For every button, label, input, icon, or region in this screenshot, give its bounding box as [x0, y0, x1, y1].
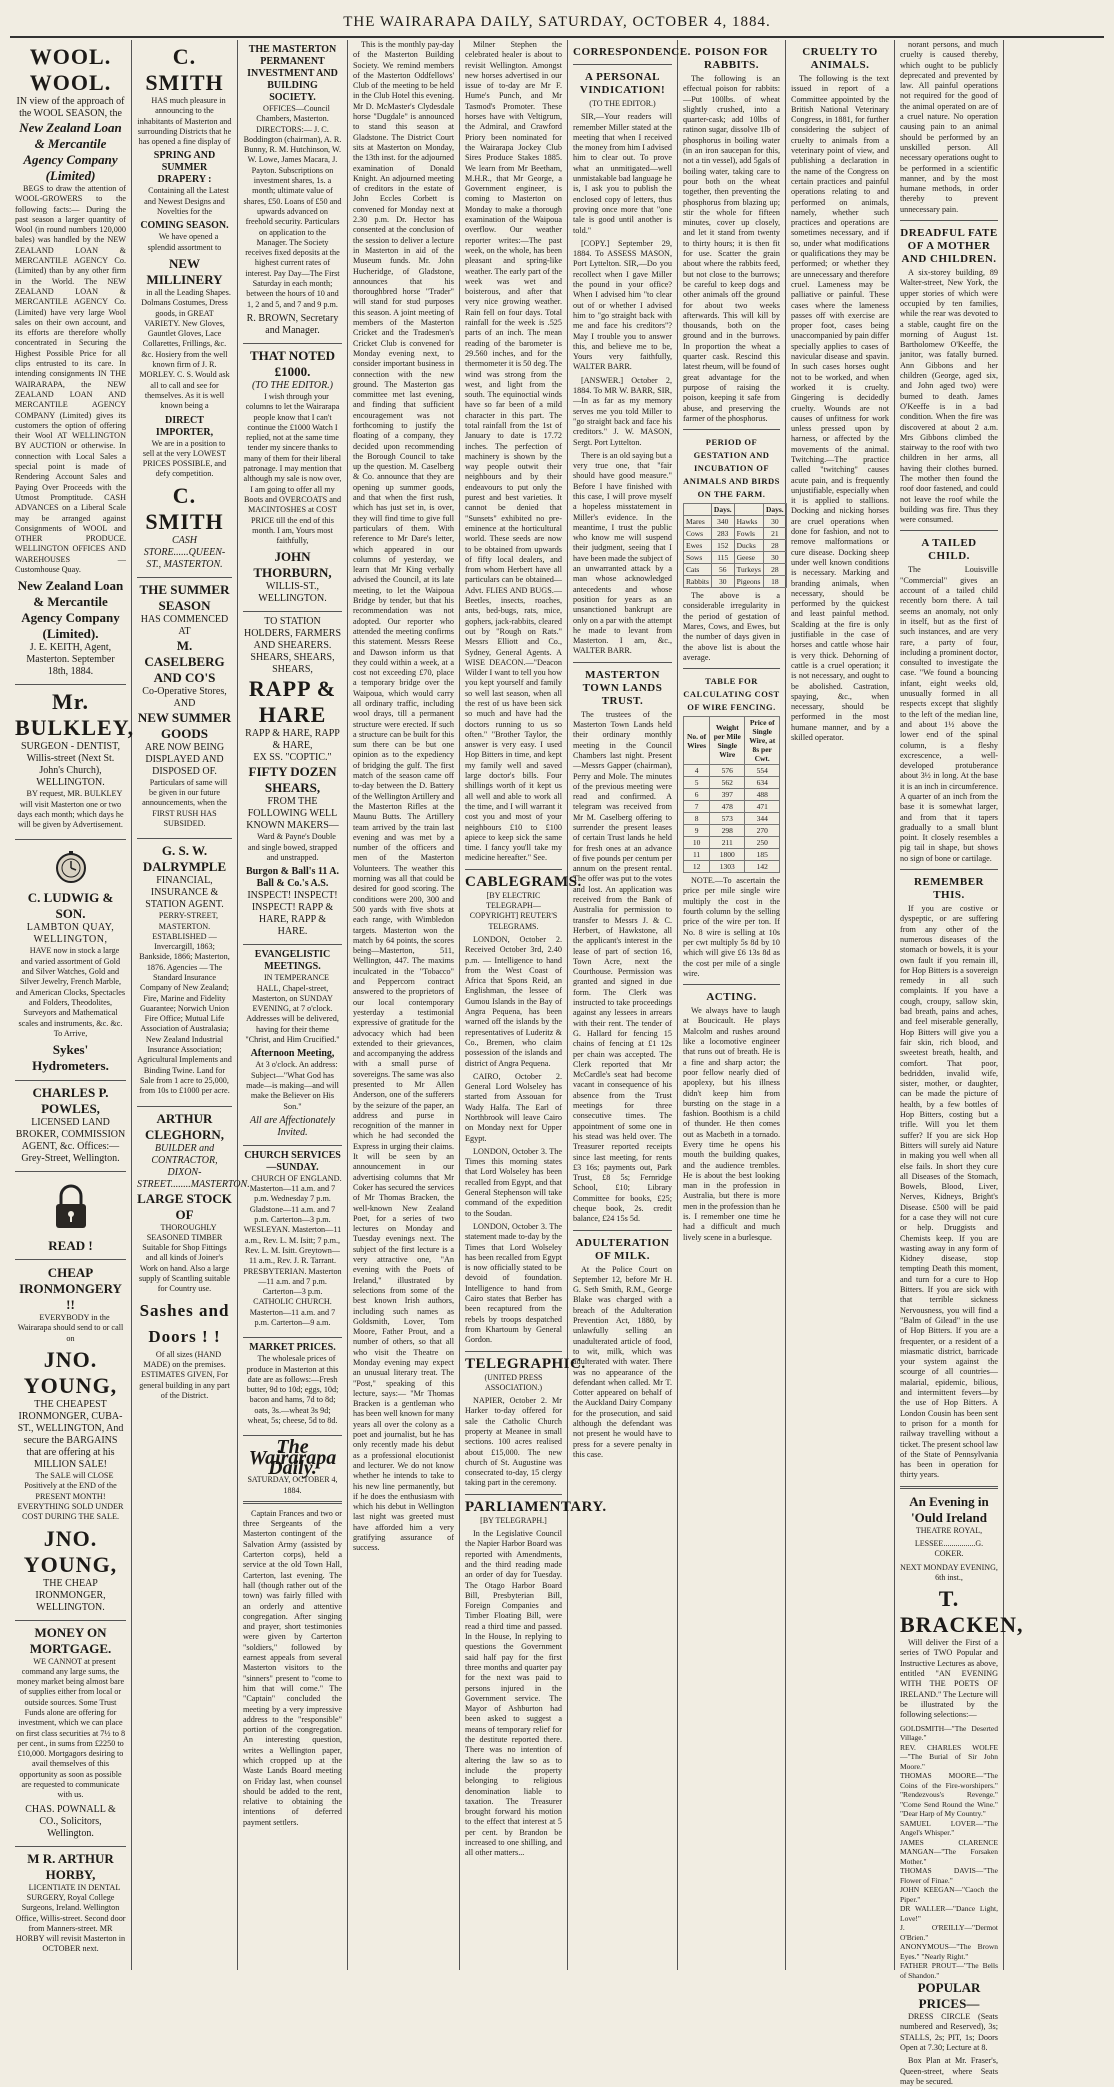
- wire-cell: 7: [684, 801, 710, 813]
- program-list: [900, 1724, 998, 1981]
- dalrymple-body: PERRY-STREET, MASTERTON. ESTABLISHED — Invercargill, 1863; Bankside, 1866; Masterton, 1876. Agencies — The Standard Insurance Company of New Zealand; Fire, Marine and Fidelity Guarantee; Norwich Union Fire Office; Mutual Life Association of Australasia; New Zealand Industrial Insurance Association; Agricultural Implements and Binding Twine. Land for Sale from 1 acre to 25,000, from 10s to £1000 per acre.: [137, 911, 232, 1096]
- young-subtitle: THE CHEAPEST IRONMONGER, CUBA-ST., WELLINGTON, And secure the BARGAINS that are offering at his MILLION SALE!: [17, 1399, 124, 1471]
- shears-row: SHEARS, SHEARS, SHEARS,: [250, 652, 335, 676]
- remember-title: REMEMBER THIS.: [914, 876, 984, 902]
- gestation-cell: 28: [763, 540, 786, 552]
- hornby-body: LICENTIATE IN DENTAL SURGERY, Royal College Surgeons, Ireland. Wellington Office, Willis-street. Second door from Manners-street. MR HORBY will revisit Masterton in OCTOBER next.: [15, 1882, 126, 1954]
- agency-name: New Zealand Loan & Mercantile Agency Company (Limited): [19, 120, 122, 183]
- masthead: THE WAIRARAPA DAILY, SATURDAY, OCTOBER 4, 1884.: [343, 14, 771, 30]
- columns: [10, 40, 1104, 2086]
- wire-header-cell: No. of Wires: [684, 717, 710, 765]
- vindication-copy: [COPY.] September 29, 1884. To ASSESS MASON, Port Lyttelton. SIR,—Do you recollect when I gave Miller the pound in your office? When I advised him "to clear out of or whether I advised him to "go straight back with me and face his creditors"? May I trouble you to answer this, and believe me to be, Yours very faithfully, WALTER BARR.: [573, 238, 672, 372]
- gestation-row: [684, 540, 787, 552]
- gestation-cell: Ducks: [734, 540, 763, 552]
- padlock-icon: [51, 1182, 91, 1232]
- summer-body: HAS COMMENCED AT: [140, 613, 229, 637]
- local-news-body-2: Milner Stephen the celebrated healer is about to revisit Wellington. Amongst new horses advertised in our issue of to-day are Mr F. Hume's Punch, and Mr Tasmod's Promoter. These horses have with Veltigrum, the Admiral, and Crawford Priory been nominated for the Wairarapa Jockey Club Sires Produce Stakes 1885. We learn from Mr Beetham, M.H.R., that Mr George, a Government engineer, is coming to Masterton on Monday to make a thorough examination of the Waipoua overflow. Our weather reporter writes:—The past week, on the whole, has been pleasant and spring-like weather. The early part of the week was wet and boisterous, and after that very nice growing weather. Rain fell on four days. Total rainfall for the week is .525 parts of an inch. The mean reading of the barometer is 29.560 inches, and for the thermometer it is 50 deg. The wind was strong from the west, and light from the south. The equinoctial winds have so far been of a mild character in this part. The total rainfall from the 1st of January to date is 17.72 inches. The perfection of machinery is shown by the way people outwit their neighbours and by their endeavours to put only the purest and best varieties. It cannot be denied that "Sunsets" exhibited no pre-eminence at the horticultural world. These seeds are now to be obtained from upwards of fifty local dealers, and from whom Herbert have all particulars can be obtained—Advt. FLIES AND BUGS.—Beetles, insects, roaches, ants, bed-bugs, rats, mice, gophers, jack-rabbits, cleared out by "Rough on Rats." Messrs Elliott and Co., Sydney, General Agents. A WISE DEACON.—"Deacon Wilder I want to tell you how you kept yourself and family so well last season, when all the rest of us have been sick so much and have had the doctors running to us so often." "Brother Taylor, the answer is very easy. I used Hop Bitters in time, and kept my family well and saved large doctor's bills. Four shillings worth of it kept us all well and able to work all the time, and I will warrant it cost you and most of your neighbours £10 to £100 apiece to keep sick the same time. I fancy you'll take my medicine hereafter." See.: [465, 40, 562, 863]
- wire-cell: 10: [684, 837, 710, 849]
- divider: [573, 64, 672, 65]
- wire-row: [684, 849, 780, 861]
- cleghorn-title: ARTHUR CLEGHORN,: [144, 1110, 225, 1142]
- dalrymple-subtitle: FINANCIAL, INSURANCE & STATION AGENT.: [145, 875, 224, 911]
- smith-store: CASH STORE......QUEEN-ST., MASTERTON.: [143, 534, 226, 570]
- thousand-advert: [243, 344, 342, 612]
- bulkley-title: Mr. BULKLEY,: [15, 689, 135, 741]
- bulkley-body: BY request, MR. BULKLEY will visit Masterton one or two days each month; which days he will be given by Advertisement.: [17, 789, 124, 830]
- wire-cell: 11: [684, 849, 710, 861]
- gestation-cell: Sows: [684, 552, 712, 564]
- theatre: THEATRE ROYAL,: [915, 1525, 983, 1535]
- permanent-advert: [243, 40, 342, 344]
- money-body: WE CANNOT at present command any large sums, the money market being almost bare of supplies either from local or outside sources. Some Trust Funds alone are offering for investment, which we can place on first class securities at 7½ to 8 per cent., in sums from £2250 to £10,000. Mortgagors desiring to avail themselves of this opportunity as soon as possible are requested to communicate with us.: [15, 1656, 126, 1800]
- wire-table-header: [684, 717, 780, 765]
- gestation-cell: Ewes: [684, 540, 712, 552]
- divider: [465, 869, 562, 870]
- wire-cell: 270: [745, 825, 780, 837]
- afternoon-body: At 3 o'clock. An address: Subject—"What God has made—is making—and will make the Believer on His Son.": [246, 1060, 339, 1111]
- divider: [15, 1259, 126, 1260]
- vindication-title: A PERSONAL VINDICATION!: [579, 71, 666, 96]
- evening-title: An Evening in 'Ould Ireland: [909, 1493, 989, 1525]
- column-1: [10, 40, 135, 1970]
- smith-millinery: NEW MILLINERY: [146, 255, 223, 287]
- cleghorn-subtitle: BUILDER and CONTRACTOR, DIXON-STREET........MASTERTON.: [137, 1142, 250, 1190]
- poison-body: The following is an effectual poison for rabbits:—Put 100lbs. of wheat slightly crushed, into a quarter-cask; add 10lbs of ratinon sugar, dissolve 1lb of phosphorus in boiling water (in an iron saucepan for this, not a tin vessel), add 5gals of boiling water, taking care to pour both on the wheat together, then preventing the phosphorus from blazing up; stir the whole for fifteen minutes, cover up closely, and let it stand from twenty to thirty hours; it is then fit for use. Scatter the grain about where the rabbits feed, but not close to the burrows; be careful to keep dogs and other animals off the ground for about two weeks afterwards. This will kill by thousands, both on the ground and in the burrows. In proportion the wheat a quarter cask. Rescind this latest rheum, will be found of great advantage for the purpose of raising the poison, keeping it safe from abuse, and preserving the farmer of the phosphorus.: [683, 74, 780, 423]
- smith-price: We are in a position to sell at the very LOWEST PRICES POSSIBLE, and defy competition.: [142, 438, 227, 479]
- gestation-row: [684, 552, 787, 564]
- wire-cell: 8: [684, 813, 710, 825]
- invited: All are Affectionately Invited.: [250, 1114, 335, 1138]
- wire-row: [684, 861, 780, 873]
- gestation-header-animal: [684, 504, 712, 516]
- money-advert: [15, 1621, 126, 1847]
- child-body: The Louisville "Commercial" gives an account of a tailed child recently born there. A tail seems an anomaly, not only in itself, but as the first of such instances, and are very rare, a party of four, including a prominent doctor, consulted to investigate the case. "We found a bouncing infant, eight weeks old, unusually formed in all respects except that slightly to the left of the median line, and about 1½ above the lower end of the spinal column, is a fleshy excrescence, a well-developed protuberance about 3½ in long. At the base it is an inch in circumference. A quarter of an inch from the base it is somewhat larger, and from that it tapers gradually to a small blunt point. It closely resembles a pig tail in shape, but shows no sign of bone or cartilage.: [900, 565, 998, 863]
- gestation-cell: Turkeys: [734, 564, 763, 576]
- correspondence-title: CORRESPONDENCE.: [573, 46, 691, 58]
- wire-row: [684, 777, 780, 789]
- wire-cell: 562: [710, 777, 745, 789]
- cable-2: CAIRO, October 2. General Lord Wolseley has started from Assouan for Wady Halfa. The Earl of Northbrook will leave Cairo on Monday next for Upper Egypt.: [465, 1071, 562, 1143]
- station-title: TO STATION HOLDERS, FARMERS AND SHEARERS.: [243, 616, 342, 652]
- adulteration-title: ADULTERATION OF MILK.: [575, 1236, 670, 1262]
- ludwig-body: HAVE now in stock a large and varied assortment of Gold and Silver Watches, Gold and Silver Jewelry, French Marble, and American Clocks, Spectacles and Folders, Theodolites, Surveyors and Mathematical scales and instruments, &c. &c. To Arrive,: [15, 946, 126, 1038]
- lessee: LESSEE................G. COKER.: [914, 1539, 984, 1559]
- remember-body: If you are costive or dyspeptic, or are suffering from any other of the numerous diseases of the stomach or bowels, it is your own fault if you remain ill, for Hop Bitters is a sovereign remedy in all such complaints. If you have a cough, croupy, sallow skin, bad breath, pains and aches, and feel miserable generally, Hop Bitters will give you a fair skin, rich blood, and sweetest breath, health, and comfort. That poor, bedridden, invalid wife, sister, mother, or daughter, can be made the picture of health, by a few bottles of Hop Bitters, costing but a trifle. Will you let them suffer? If you are sick Hop Bitters will surely aid Nature in making you well when all else fails. In short they cure all Diseases of the Stomach, Bowels, Blood, Liver, Nerves, Kidneys, Bright's Disease. £500 will be paid for a case they will not cure or help. Druggists and Chemists keep. If you are wasting away in any form of Kidney disease, stop tempting Death this moment, and turn for a cure to Hop Bitters. If you are sick with that terrible sickness Nervousness, you will find a "Balm of Gilead" in the use of Hop Bitters. If you are a frequenter, or a resident of a miasmatic district, barricade your system against the scourge of all countries—malarial, epidemic, bilious, and intermittent fevers—by the use of Hop Bitters. A London Cousin has been sent to prison for a month for railway travelling without a ticket. The present school law of the State of Pennsylvania has been in operation for thirty years.: [900, 904, 998, 1480]
- wire-row: [684, 837, 780, 849]
- local-news-body: This is the monthly pay-day of the Masterton Building Society. We remind members of the Masterton Oddfellows' Club of the meeting to be held in the Club Hotel this evening. Mr D. McMaster's Clydesdale horse "Dugdale" is announced to stand this season at Gladstone. The District Court sits at Masterton on Monday, the 13th inst. for the adjourned examination of Donald Knight. An adjourned meeting of creditors in the estate of John Eccles Corbett is convened for Monday next at 2.30 p.m. Dr. Hector has consented at the conclusion of the session to deliver a lecture in Masterton in aid of the Museum funds. Mr. John Hucheridge, of Gladstone, announces that his thoroughbred horse "Trader" will stand for stud purposes this season. A joint meeting of members of the Masterton Cricket and the Tradesmen's Cricket Club is convened for Monday evening next, to consider important business in connection with the new ground. The Masterton gas committee met last evening, and finding that sufficient encouragement was not forthcoming to justify the floating of a company, they decided upon recommending the Borough Council to take up the question. M. Caselberg & Co. announce that they are opening up summer goods, and that when the first rush, which has just set in, is over, they will find time to give full particulars of them. With reference to Mr Dare's letter, which appeared in our columns of yesterday, we learn that Mr King verbally advised the Council, at its late meeting, to let the Waipoua Bridge by tender, but that his recommendation was not adopted. Our reporter who attended the meeting confirms this statement. Messrs Reese and Dawson inform us that they could within a week, at a cost not exceeding £70, place a temporary bridge over the Waipoua, which would carry all ordinary traffic, including wool drays, till a permanent structure were erected. If such a structure can be built for this sum there can be but one opinion as to the expediency of bridging the gulf. The first match of the season came off to-day between the D. Battery of the Wellington Artillery and the Masterton Rifles at the Maunu Butts. The Artillery team arrived by the train last evening and was met by a number of the officers and men of the Masterton Volunteers. The weather this morning was all that could be desired for good scoring. The conditions were 200, 300 and 500 yards with five shots at each range, with Wimbledon targets. Masterton won the match by 64 points, the scores being—Masterton, 511, Wellington, 447. The maxims inculcated in the "Tobacco" and Peppercorn contract answered to the proprietors of our local contemporary yesterday a testimonial expressive of gratitude for the advocacy which had been extended to their grievances, and accompanying the address with a small purse of sovereigns. The same was also presented to Mr Allen Anderson, one of the sufferers by the seizure of the paper, an address and purse in recognition of the manner in which he had seconded the Express in urging their claims. It will be seen by an announcement in our advertising columns that Mr Coker has secured the services of Mr Thomas Bracken, the well-known New Zealand Poet, for a series of two lectures on Monday and Tuesday evenings next. The subject of the first lecture is a very attractive one, "An evening with the Poets of Ireland," illustrated by selections from some of the best known Irish authors, including such names as Goldsmith, Lover, Tom Moore, Father Prout, and a number of others, so that all who visit the Theatre on Monday evening may expect an unusual literary treat. The "Post," speaking of this lecture, says:— "Mr Thomas Bracken is a gentleman who has been well known for many years all over the colony as a poet and journalist, but he has only recently made his debut as a professional elocutionist and lecturer. We do not know whether he intends to take to his new line permanently, but if he does the enthusiasm with which his debut in Wellington last night was greeted must have afforded him a very gratifying assurance of success.: [353, 40, 454, 1553]
- column-6: [568, 40, 691, 1970]
- church-advert: [243, 1146, 342, 1338]
- captain-body: Captain Frances and two or three Sergeants of the Masterton contingent of the Salvation Army (assisted by Carterton corps), held a service at the old Town Hall, Carterton, last evening. The hall (though rather out of the town) was fairly filled with an orderly and attentive congregation. After singing and prayer, short testimonies were given by Carterton "soldiers," followed by earnest appeals from several Masterton visitors to the "sinners" present to "come to him that will come." The "Captain" concluded the meeting by a very impressive address to the "responsible" portion of the congregation. An interesting question, writes a Wellington paper, which cropped up at the Waste Lands Board meeting on Friday last, when counsel should be added to the rent, relative to obtaining the intentions of deferred payment settlers.: [243, 1508, 342, 1827]
- particulars: Particulars of same will be given in our future announcements, when the FIRST RUSH HAS SUBSIDED.: [142, 777, 228, 828]
- money-signature: CHAS. POWNALL & CO., Solicitors, Wellington.: [25, 1803, 116, 1839]
- dalrymple-advert: [137, 839, 232, 1106]
- money-title: MONEY ON MORTGAGE.: [29, 1624, 112, 1656]
- gestation-cell: 30: [763, 552, 786, 564]
- column-8: [786, 40, 895, 1970]
- adulteration-body: At the Police Court on September 12, before Mr H. G. Seth Smith, R.M., George Blake was charged with a breach of the Adulteration Prevention Act, 1880, by unlawfully selling an unadulterated article of food, to wit, milk, which was adulterated with water. There was no appearance of the defendant when called. Mr T. Cotter appeared on behalf of the Auckland Dairy Company for the prosecution, and said although the defendant was not present he would have to press for a severe penalty in this case.: [573, 1264, 672, 1459]
- gestation-title: PERIOD OF GESTATION AND INCUBATION OF ANIMALS AND BIRDS ON THE FARM.: [683, 437, 780, 500]
- new-goods: NEW SUMMER GOODS: [137, 709, 232, 741]
- gestation-cell: Cats: [684, 564, 712, 576]
- bulkley-advert: [15, 685, 135, 840]
- sashes: Sashes and Doors ! !: [139, 1300, 230, 1346]
- gestation-header-days-2: Days.: [763, 504, 786, 516]
- editor-note: (TO THE EDITOR.): [589, 99, 656, 108]
- powles-body: LICENSED LAND BROKER, COMMISSION AGENT, &c. Offices:—Grey-Street, Wellington.: [15, 1117, 126, 1165]
- divider: [573, 1230, 672, 1231]
- thousand-place: WILLIS-ST., WELLINGTON.: [258, 581, 327, 605]
- cable-1: LONDON, October 2. Received October 3rd, 2.40 p.m. — Intelligence to hand from the West Coast of Africa that Spons Reid, an Englishman, the lessee of Gumou Islands in the Bay of Angra Pequena, has been warned off the islands by the representatives of Luderitz & Co., Bremen, who claim possession of the islands and district of Angra Pequena.: [465, 934, 562, 1068]
- wire-cell: 9: [684, 825, 710, 837]
- cleghorn-advert: [137, 1107, 250, 1411]
- powles-title: CHARLES P. POWLES,: [32, 1085, 109, 1117]
- wire-row: [684, 813, 780, 825]
- young-title: JNO. YOUNG,: [23, 1347, 118, 1399]
- ludwig-title: C. LUDWIG & SON.: [27, 890, 114, 922]
- column-2: [132, 40, 250, 1970]
- wire-title: TABLE FOR CALCULATING COST OF WIRE FENCING.: [683, 676, 780, 713]
- program-item: ANONYMOUS—"The Brown Eyes." "Nearly Right.": [900, 1942, 998, 1961]
- program-item: FATHER PROUT—"The Bells of Shandon.": [900, 1961, 998, 1980]
- gestation-cell: 28: [763, 564, 786, 576]
- smith-drapery: SPRING AND SUMMER DRAPERY :: [153, 150, 216, 186]
- permanent-title: THE MASTERTON PERMANENT INVESTMENT AND BUILDING SOCIETY.: [247, 44, 338, 103]
- cruelty-continued: norant persons, and much cruelty is caused thereby, which ought to be publicly deprecated and prevented by law. All painful operations not required for the good of the animal operated on are of a cruel nature. No operation causing pain to an animal should be performed by an unskilled person. All necessary operations ought to be performed in a scientific manner, and by the most humane methods, in order thereby to prevent unnecessary pain.: [900, 40, 998, 214]
- gestation-cell: 152: [711, 540, 734, 552]
- rapp-advert: [243, 612, 342, 945]
- gestation-note: The above is a considerable irregularity in the period of gestation of Mares, Cows, and Ewes, but the number of days given in the above list is about the average.: [683, 591, 780, 662]
- young-intro: EVERYBODY in the Wairarapa should send to or call on: [17, 1313, 124, 1343]
- telegraphic-body: NAPIER, October 2. Mr Harker to-day offered for sale the Catholic Church property at Meanee in small sections. 100 acres realised about £15,000. The new church of St. Augustine was consecrated to-day, 15 clergy taking part in the ceremony.: [465, 1396, 562, 1488]
- column-4: [348, 40, 460, 1970]
- wire-note: NOTE.—To ascertain the price per mile single wire multiply the cost in the fourth column by the selling price of the wire per ton. If No. 8 wire is selling at 10s per cwt multiply 5s 8d by 10 which will give £6 13s 8d as the cost per mile of a single wire.: [683, 876, 780, 978]
- divider: [573, 662, 672, 663]
- gestation-cell: Pigeons: [734, 576, 763, 588]
- wire-cell: 142: [745, 861, 780, 873]
- padlock-illustration: [15, 1182, 126, 1232]
- inspect: INSPECT! INSPECT! INSPECT! RAPP & HARE, RAPP & HARE.: [247, 890, 338, 938]
- wire-cell: 478: [710, 801, 745, 813]
- wool-intro: IN view of the approach of the WOOL SEASON, the: [16, 96, 125, 119]
- editorial-section: [243, 1436, 342, 1828]
- rapp-row: RAPP & HARE, RAPP & HARE,: [245, 728, 340, 752]
- smith-season: COMING SEASON.: [140, 220, 229, 232]
- gestation-cell: 30: [763, 516, 786, 528]
- wire-cell: 573: [710, 813, 745, 825]
- wire-cell: 344: [745, 813, 780, 825]
- program-item: JOHN KEEGAN—"Caoch the Piper.": [900, 1885, 998, 1904]
- evangelistic-advert: [243, 945, 342, 1146]
- watch-icon: [54, 850, 88, 884]
- masterton-lands-body: The trustees of the Masterton Town Lands held their ordinary monthly meeting in the Council Chambers last night. Present—Messrs Gapper (chairman), Perry and Mole. The minutes of the previous meeting were read and confirmed. A telegram was received from Mr M. Caselberg offering to surrender the present leases of certain Trust lands he held for fresh ones at an advance of five pounds per centum per annum on the present rental. The offer was put to the votes and lost. An application was received from the Bank of Australia for permission to transfer to Messrs J. & C. Herbert, of Hawkstone, all the applicant's interest in the lease of part of section 16, Town Acre, next the Courthouse. Permission was granted and signed in due form. The Clerk was instructed to take proceedings against any lessees in arrears with their rent. The tender of G. Hallard for fencing 15 chains of fencing at £1 12s per chain was accepted. The Clerk reported that Mr McCardle's seat had become vacant in consequence of his absence from the Trust meetings for three consecutive times. The appointment of some one in his stead was held over. The Treasurer reported receipts since last meeting, for rents £3 16s; payments out, Park Trust, £8 5s; Fernridge School, £10; Library Committee for books, £25; cheque book, 2s. credit balance, £24 15s 5d.: [573, 709, 672, 1224]
- column-3: [238, 40, 348, 1970]
- smith-body: HAS much pleasure in announcing to the inhabitants of Masterton and surrounding Districts that he has opened a fine display of: [137, 96, 232, 147]
- summer-advert: [137, 578, 232, 839]
- vindication-answer: [ANSWER.] October 2, 1884. To MR W. BARR, SIR,—In as far as my memory serves me you told Miller to "go straight back and face his creditors." J. W. MASON, Sergt. Port Lyttelton.: [573, 375, 672, 447]
- gestation-header-days: Days.: [711, 504, 734, 516]
- permanent-signature: R. BROWN, Secretary and Manager.: [246, 312, 339, 336]
- hornby-title: M R. ARTHUR HORBY,: [27, 1850, 114, 1882]
- gestation-header-bird: [734, 504, 763, 516]
- divider: [900, 530, 998, 531]
- daily-logo: The Wairarapa Daily.: [248, 1436, 337, 1479]
- gestation-cell: 283: [711, 528, 734, 540]
- bracken-title: T. BRACKEN,: [900, 1586, 1024, 1638]
- young-advert: [15, 1172, 126, 1620]
- wire-row: [684, 825, 780, 837]
- wire-cell: 6: [684, 789, 710, 801]
- telegraphic-subtitle: (UNITED PRESS ASSOCIATION.): [484, 1372, 543, 1392]
- fifty-title: FIFTY DOZEN SHEARS,: [248, 764, 337, 796]
- divider: [465, 1494, 562, 1495]
- wire-row: [684, 765, 780, 777]
- gestation-cell: Mares: [684, 516, 712, 528]
- child-title: A TAILED CHILD.: [921, 537, 977, 563]
- ward-payne: Ward & Payne's Double and single bowed, strapped and unstrapped.: [247, 832, 338, 862]
- young2-subtitle: THE CHEAP IRONMONGER, WELLINGTON.: [35, 1577, 106, 1613]
- wire-cell: 5: [684, 777, 710, 789]
- acting-body: We always have to laugh at Boucicault. He plays Malcolm and rushes around like a locomotive engineer that runs out of breath. He is a fine and sharp actor; the poor fellow nearly died of apoplexy, but his illness didn't keep him from bursting on the stage in a fashion. Boothism is a child of thunder. He then comes out as Macbeth in a tornado. Every time he opens his mouth the building quakes, and the audience trembles. He is about the best looking man in the profession in Australia, but there is more men in the profession than he is. I remember one time he had a difficult and much lively scene in a burlesque.: [683, 1006, 780, 1242]
- cheap-title: CHEAP IRONMONGERY !!: [19, 1265, 122, 1313]
- afternoon: Afternoon Meeting,: [250, 1048, 335, 1060]
- wire-cell: 211: [710, 837, 745, 849]
- thousand-title: THAT NOTED £1000.: [249, 347, 336, 379]
- gestation-cell: 115: [711, 552, 734, 564]
- market-advert: [243, 1338, 342, 1436]
- cruelty-title: CRUELTY TO ANIMALS.: [802, 46, 878, 71]
- ludwig-subtitle: LAMBTON QUAY, WELLINGTON,: [26, 922, 115, 946]
- telegraphic-title: TELEGRAPHIC.: [465, 1355, 586, 1372]
- caselberg-title: M. CASELBERG AND CO'S: [144, 637, 225, 685]
- gestation-cell: 21: [763, 528, 786, 540]
- wire-row: [684, 789, 780, 801]
- market-title: MARKET PRICES.: [249, 1342, 336, 1354]
- thousand-body: I wish through your columns to let the Wairarapa people know that I can't continue the £1000 Watch I replied, not at the same time tender my sincere thanks to many of them for their liberal patronage. I may mention that although my sale is now over, I am going to offer all my Boots and OVERCOATS and MACINTOSHES at COST PRICE till the end of this month. I am, Yours most faithfully,: [243, 391, 342, 546]
- gestation-cell: Cows: [684, 528, 712, 540]
- church-title: CHURCH SERVICES—SUNDAY.: [244, 1149, 341, 1173]
- parliamentary-title: PARLIAMENTARY.: [465, 1498, 607, 1515]
- market-body: The wholesale prices of produce in Masterton at this date are as follows:—Fresh butter, 9d to 10d; eggs, 10d; bacon and hams, 7d to 8d; oats, 3s.—wheat 3s 9d; wheat, 5s; cheese, 5d to 8d.: [246, 1354, 339, 1426]
- gestation-cell: 18: [763, 576, 786, 588]
- dreadful-body: A six-storey building, 89 Walter-street, New York, the upper stories of which were occupied by ten families, while the rear was devoted to a stable, caught fire on the morning of August 1st. Bartholomew O'Keeffe, the janitor, was fatally burned. Ann Gibbons and her children (George, aged six, and John aged two) were burned to death. James O'Keeffe is in a bad condition. When the fire was discovered at about 2 a.m. Mrs Gibbons climbed the stairway to the roof with two children in her arms, all having their clothes burned. The mother then found the roof door fastened, and could not leave the roof while the building was fire. Thus they were consumed.: [900, 268, 998, 525]
- bracken-body: Will deliver the First of a series of TWO Popular and Instructive Lectures as above, entitled "AN EVENING WITH THE POETS OF IRELAND." The Lecture will be illustrated by the following selections:—: [900, 1638, 998, 1720]
- gestation-cell: 340: [711, 516, 734, 528]
- smith-list: Containing all the Latest and Newest Designs and Novelties for the: [144, 186, 229, 217]
- coptic: EX SS. "COPTIC.": [253, 752, 332, 764]
- wire-cell: 4: [684, 765, 710, 777]
- wire-cell: 634: [745, 777, 780, 789]
- divider: [900, 220, 998, 221]
- agency-agent: J. E. KEITH, Agent, Masterton. September 18th, 1884.: [26, 642, 115, 678]
- ludwig-advert: [15, 840, 126, 1081]
- caselberg-subtitle: Co-Operative Stores, AND: [142, 685, 227, 709]
- cleghorn-close: Of all sizes (HAND MADE) on the premises. ESTIMATES GIVEN, For general building in any part of the District.: [139, 1349, 230, 1400]
- parliamentary-subtitle: [BY TELEGRAPH.]: [480, 1515, 547, 1525]
- divider: [243, 1501, 342, 1504]
- masterton-lands-title: MASTERTON TOWN LANDS TRUST.: [582, 668, 663, 707]
- column-7: [678, 40, 786, 1970]
- young-close: The SALE will CLOSE Positively at the END of the PRESENT MONTH! EVERYTHING SOLD UNDER COST DURING THE SALE.: [17, 1471, 124, 1522]
- wire-cell: 185: [745, 849, 780, 861]
- plan: Box Plan at Mr. Fraser's, Queen-street, where Seats may be secured.: [900, 2056, 998, 2086]
- program-item: J. O'REILLY—"Dermot O'Brien.": [900, 1923, 998, 1942]
- divider: [683, 429, 780, 430]
- smith-millinery-body: in all the Leading Shapes. Dolmans Costumes, Dress goods, in GREAT VARIETY. New Gloves, Gauntlet Gloves, Lace Collarettes, Frillings, &c. &c. Hosiery from the well known firm of J. R. MORLEY. C. S. Would ask all to call and see for themselves. As it is well known being a: [139, 287, 231, 411]
- wire-header-cell: Weight per Mile Single Wire: [710, 717, 745, 765]
- ludwig-item: Sykes' Hydrometers.: [32, 1042, 109, 1074]
- divider: [900, 1486, 998, 1489]
- program-item: THOMAS DAVIS—"The Flower of Finae.": [900, 1866, 998, 1885]
- gestation-row: [684, 516, 787, 528]
- gestation-cell: Geese: [734, 552, 763, 564]
- powles-advert: [15, 1081, 126, 1172]
- watch-illustration: [15, 850, 126, 884]
- program-item: DR WALLER—"Dance Light, Love!": [900, 1904, 998, 1923]
- gestation-table: [683, 503, 787, 588]
- wire-cell: 554: [745, 765, 780, 777]
- vindication-close: There is an old saying but a very true one, that "fair should have good measure." Before I have finished with this case, I will prove myself a hopeless misstatement in Miller's evidence. In the meantime, I trust the public who know me will suspend their judgment, seeing that I have been made the subject of an unwarranted attack by a man whose acknowledged antecedents and whose position for years as an unsanctioned bankrupt are only on a par with the attempt he made to levant from Masterton. I am, &c., WALTER BARR.: [573, 450, 672, 656]
- monday: NEXT MONDAY EVENING, 6th inst.,: [900, 1562, 998, 1582]
- masthead-rule: [10, 36, 1104, 38]
- dreadful-title: DREADFUL FATE OF A MOTHER AND CHILDREN.: [900, 227, 998, 266]
- smith-signature: C. SMITH: [145, 482, 224, 534]
- gestation-row: [684, 576, 787, 588]
- program-item: REV. CHARLES WOLFE—"The Burial of Sir John Moore.": [900, 1742, 998, 1771]
- gestation-cell: Rabbits: [684, 576, 712, 588]
- gestation-row: [684, 528, 787, 540]
- thousand-signature: JOHN THORBURN,: [253, 549, 332, 581]
- cleghorn-body: THOROUGHLY SEASONED TIMBER Suitable for Shop Fittings and all kinds of Joiner's Work on hand. Also a large supply of Scantling suitable for Country use.: [138, 1222, 231, 1294]
- acting-title: ACTING.: [706, 991, 757, 1004]
- hornby-advert: [15, 1847, 126, 1964]
- cable-4: LONDON, October 3. The statement made to-day by the Times that Lord Wolseley has been recalled from Egypt is now officially stated to be devoid of foundation. Intelligence to hand from Cairo states that Berber has been recaptured from the rebels by troops despatched from Khartoum by General Gordon.: [465, 1221, 562, 1345]
- column-5: [460, 40, 607, 1970]
- wire-cell: 576: [710, 765, 745, 777]
- parliamentary-body: In the Legislative Council the Napier Harbor Board was reported with Amendments, and the third reading made an order of day for Tuesday. The Otago Harbor Board Bill, Presbyterian Bill, Foreign Companies and Timber Floating Bill, were read a third time and passed. In the House, In replying to questions the Government said half pay for the first three months and quarter pay for the next was paid to persons injured in the Government service. The Mayor of Ashburton had been asked to suggest a means of temporary relief for the destitute reported there. There was no intention of altering the law so as to include the property belonging to religious denomination liable to taxation. The Treasurer brought forward his motion to the effect that interest at 5 per cent. by Brandon be increased to one shilling, and all other matters...: [465, 1529, 562, 1858]
- gestation-row: [684, 564, 787, 576]
- poison-title: POISON FOR RABBITS.: [694, 46, 769, 71]
- wire-cell: 1303: [710, 861, 745, 873]
- wire-cell: 298: [710, 825, 745, 837]
- wire-cell: 397: [710, 789, 745, 801]
- wire-cell: 1800: [710, 849, 745, 861]
- young2-title: JNO. YOUNG,: [23, 1525, 118, 1577]
- gestation-cell: Fowls: [734, 528, 763, 540]
- wire-row: [684, 801, 780, 813]
- program-item: THOMAS MOORE—"The Coins of the Fire-worshipers." "Rendezvous's Revenge." "Come Send Round the Wine." "Dear Harp of My Country.": [900, 1771, 998, 1819]
- wire-cell: 471: [745, 801, 780, 813]
- smith-advert: [137, 40, 232, 578]
- smith-importer: DIRECT IMPORTER,: [155, 414, 214, 438]
- cablegrams-title: CABLEGRAMS.: [465, 873, 582, 890]
- rapp-title: RAPP & HARE: [248, 676, 337, 728]
- wool-body: BEGS to draw the attention of WOOL-GROWERS to the following facts:— During the past season a larger quantity of Wool (in round numbers 120,000 bales) was handled by the NEW ZEALAND LOAN & MERCANTILE AGENCY Co. (Limited) than by any other firm in the World. The NEW ZEALAND LOAN & MERCANTILE AGENCY Co. (Limited) have very large Wool sales on their own account, and its efforts are therefore wholly concentrated in Securing the Highest Possible Price for all clips entrusted to its care. In intending consignments IN THE WAIRARAPA, the NEW ZEALAND LOAN AND MERCANTILE AGENCY COMPANY (Limited) gives its customers the option of offering their Wool AT WELLINGTON BY AUCTION or otherwise. In connection with Local Sales a special point is made of Rendering Account Sales and Paying Over Proceeds with the Utmost Promptitude. CASH ADVANCES on a Liberal Scale may be arranged against Consignments of WOOL and OTHER PRODUCE. WELLINGTON OFFICES AND WAREHOUSES — Customhouse Quay.: [15, 184, 126, 574]
- dalrymple-title: G. S. W. DALRYMPLE: [142, 843, 227, 875]
- daily-date: SATURDAY, OCTOBER 4, 1884.: [247, 1475, 338, 1495]
- program-item: JAMES CLARENCE MANGAN—"The Forsaken Mother.": [900, 1837, 998, 1866]
- smith-title: C. SMITH: [145, 44, 224, 95]
- permanent-body: OFFICES—Council Chambers, Masterton. DIRECTORS:— J. C. Boddington (chairman), A. R. Bunny, R. M. Hutchinson, W. W. Lowe, James Macara, J. Payton. Subscriptions on investment shares, 1s. a month; ultimate value of shares, £50. Loans of £50 and upwards advanced on freehold security. Particulars on application to the Manager. The Society receives fixed deposits at the highest current rates of interest. Pay Day—The First Saturday in each month; between the hours of 10 and 1, 2 and 5, and 7 and 9 p.m.: [243, 104, 342, 309]
- evangelistic-title: EVANGELISTIC MEETINGS.: [254, 949, 331, 973]
- bulkley-subtitle: SURGEON - DENTIST, Willis-street (Next St. John's Church), WELLINGTON.: [21, 741, 120, 789]
- wire-cell: 12: [684, 861, 710, 873]
- evangelistic-body: IN TEMPERANCE HALL, Chapel-street, Masterton, on SUNDAY EVENING, at 7 o'clock. Addresses will be delivered, having for their theme "Christ, and Him Crucified.": [245, 973, 340, 1045]
- church-body: CHURCH OF ENGLAND. Masterton—11 a.m. and 7 p.m. Wednesday 7 p.m. Gladstone—11 a.m. and 7 p.m. Carterton—3 p.m. WESLEYAN. Masterton—11 a.m., Rev. L. M. Isitt; 7 p.m., Rev. L. M. Isitt. Greytown—11 a.m., Rev. J. R. Tarrant. PRESBYTERIAN. Masterton—11 a.m. and 7 p.m. Carterton—3 p.m. CATHOLIC CHURCH. Masterton—11 a.m. and 7 p.m. Carterton—9 a.m.: [243, 1173, 342, 1327]
- program-item: GOLDSMITH—"The Deserted Village.": [900, 1723, 998, 1743]
- smith-millinery-intro: We have opened a splendid assortment to: [147, 232, 222, 252]
- burgon-ball: Burgon & Ball's 11 A.: [245, 866, 340, 878]
- displayed: ARE NOW BEING DISPLAYED AND DISPOSED OF.: [144, 741, 225, 777]
- wool-advert: [15, 40, 126, 685]
- program-item: SAMUEL LOVER—"The Angel's Whisper.": [900, 1818, 998, 1838]
- popular-title: POPULAR PRICES—: [917, 1980, 981, 2012]
- divider: [900, 869, 998, 870]
- cleghorn-stock: LARGE STOCK OF: [137, 1190, 232, 1222]
- cruelty-body: The following is the text issued in report of a Committee appointed by the British National Veterinary Congress, in 1881, for further considering the subject of cruelty to animals from a veterinary point of view, and publishing a declaration in the name of the Congress on certain practices and painful operations relating to and performed on animals, namely, whether such practices and operations are sometimes necessary, and if so, under what modifications or qualifications they may be performed; or whether they are unnecessary and therefore cruel. Lameness may be palliative or painful. These cases where the lameness passes off with exercise are proper foot, cases being unaccompanied by pain differ specially applies to cases of navicular disease and spavin. In such cases horses ought not to be worked, and when worked it is cruelty. Gingering is decidedly cruelty. Wounds are not causes of unfitness for work unless pressed upon by harness, or affected by the movements of the animal. Twitching.—The practice called "twitching" causes acute pain, and is frequently unjustifiable, especially when it is applied to stallions. Docking and nicking horses are cruel operations when done for fashion, and not to remove malformations or cure disease. Docking sheep under well known conditions is necessary. Marking and branding animals, when necessary, should be performed by the quickest and least painful method. Scalding at the fire is only justifiable in the case of horses and cattle whose hair is very thick. Dehorning of cattle is a cruel operation; it is not necessary, and ought to be abolished. Castration, spaying, &c., when necessary, should be performed in the most humane manner, and by a skilled operator.: [791, 74, 889, 742]
- gestation-cell: 30: [711, 576, 734, 588]
- gestation-cell: Hawks: [734, 516, 763, 528]
- gestation-cell: 56: [711, 564, 734, 576]
- wire-table: [683, 716, 780, 873]
- ball-co: Ball & Co.'s A.S.: [256, 878, 329, 890]
- editor-note: (TO THE EDITOR.): [251, 379, 334, 391]
- read-label: READ !: [48, 1238, 93, 1254]
- wool-title: WOOL. WOOL.: [29, 44, 112, 95]
- wire-header-cell: Price of Single Wire, at 8s per Cwt.: [745, 717, 780, 765]
- divider: [683, 984, 780, 985]
- cablegrams-subtitle: [BY ELECTRIC TELEGRAPH—COPYRIGHT] REUTER'S TELEGRAMS.: [469, 890, 558, 931]
- divider: [683, 668, 780, 669]
- agency-signature: New Zealand Loan & Mercantile Agency Company (Limited).: [17, 578, 124, 642]
- wire-cell: 250: [745, 837, 780, 849]
- vindication-body: SIR,—Your readers will remember Miller stated at the meeting that when I received the money from him I advised him to clear out. To prove what an unmitigated—well unmistakable bad language he is, I ask you to publish the enclosed copy of letters, thus proving once more that "one tale is good until another is told.": [573, 112, 672, 235]
- fifty-subtitle: FROM THE FOLLOWING WELL KNOWN MAKERS—: [246, 796, 339, 832]
- column-9: [895, 40, 1024, 2086]
- cable-3: LONDON, October 3. The Times this morning states that Lord Wolseley has been recalled from Egypt, and that General Stephenson will take command of the expedition to the Soudan.: [465, 1146, 562, 1218]
- divider: [465, 1351, 562, 1352]
- wire-cell: 488: [745, 789, 780, 801]
- summer-title: THE SUMMER SEASON: [139, 581, 230, 613]
- prices: DRESS CIRCLE (Seats numbered and Reserved), 3s; STALLS, 2s; PIT, 1s; Doors Open at 7.30; Lecture at 8.: [900, 2012, 998, 2052]
